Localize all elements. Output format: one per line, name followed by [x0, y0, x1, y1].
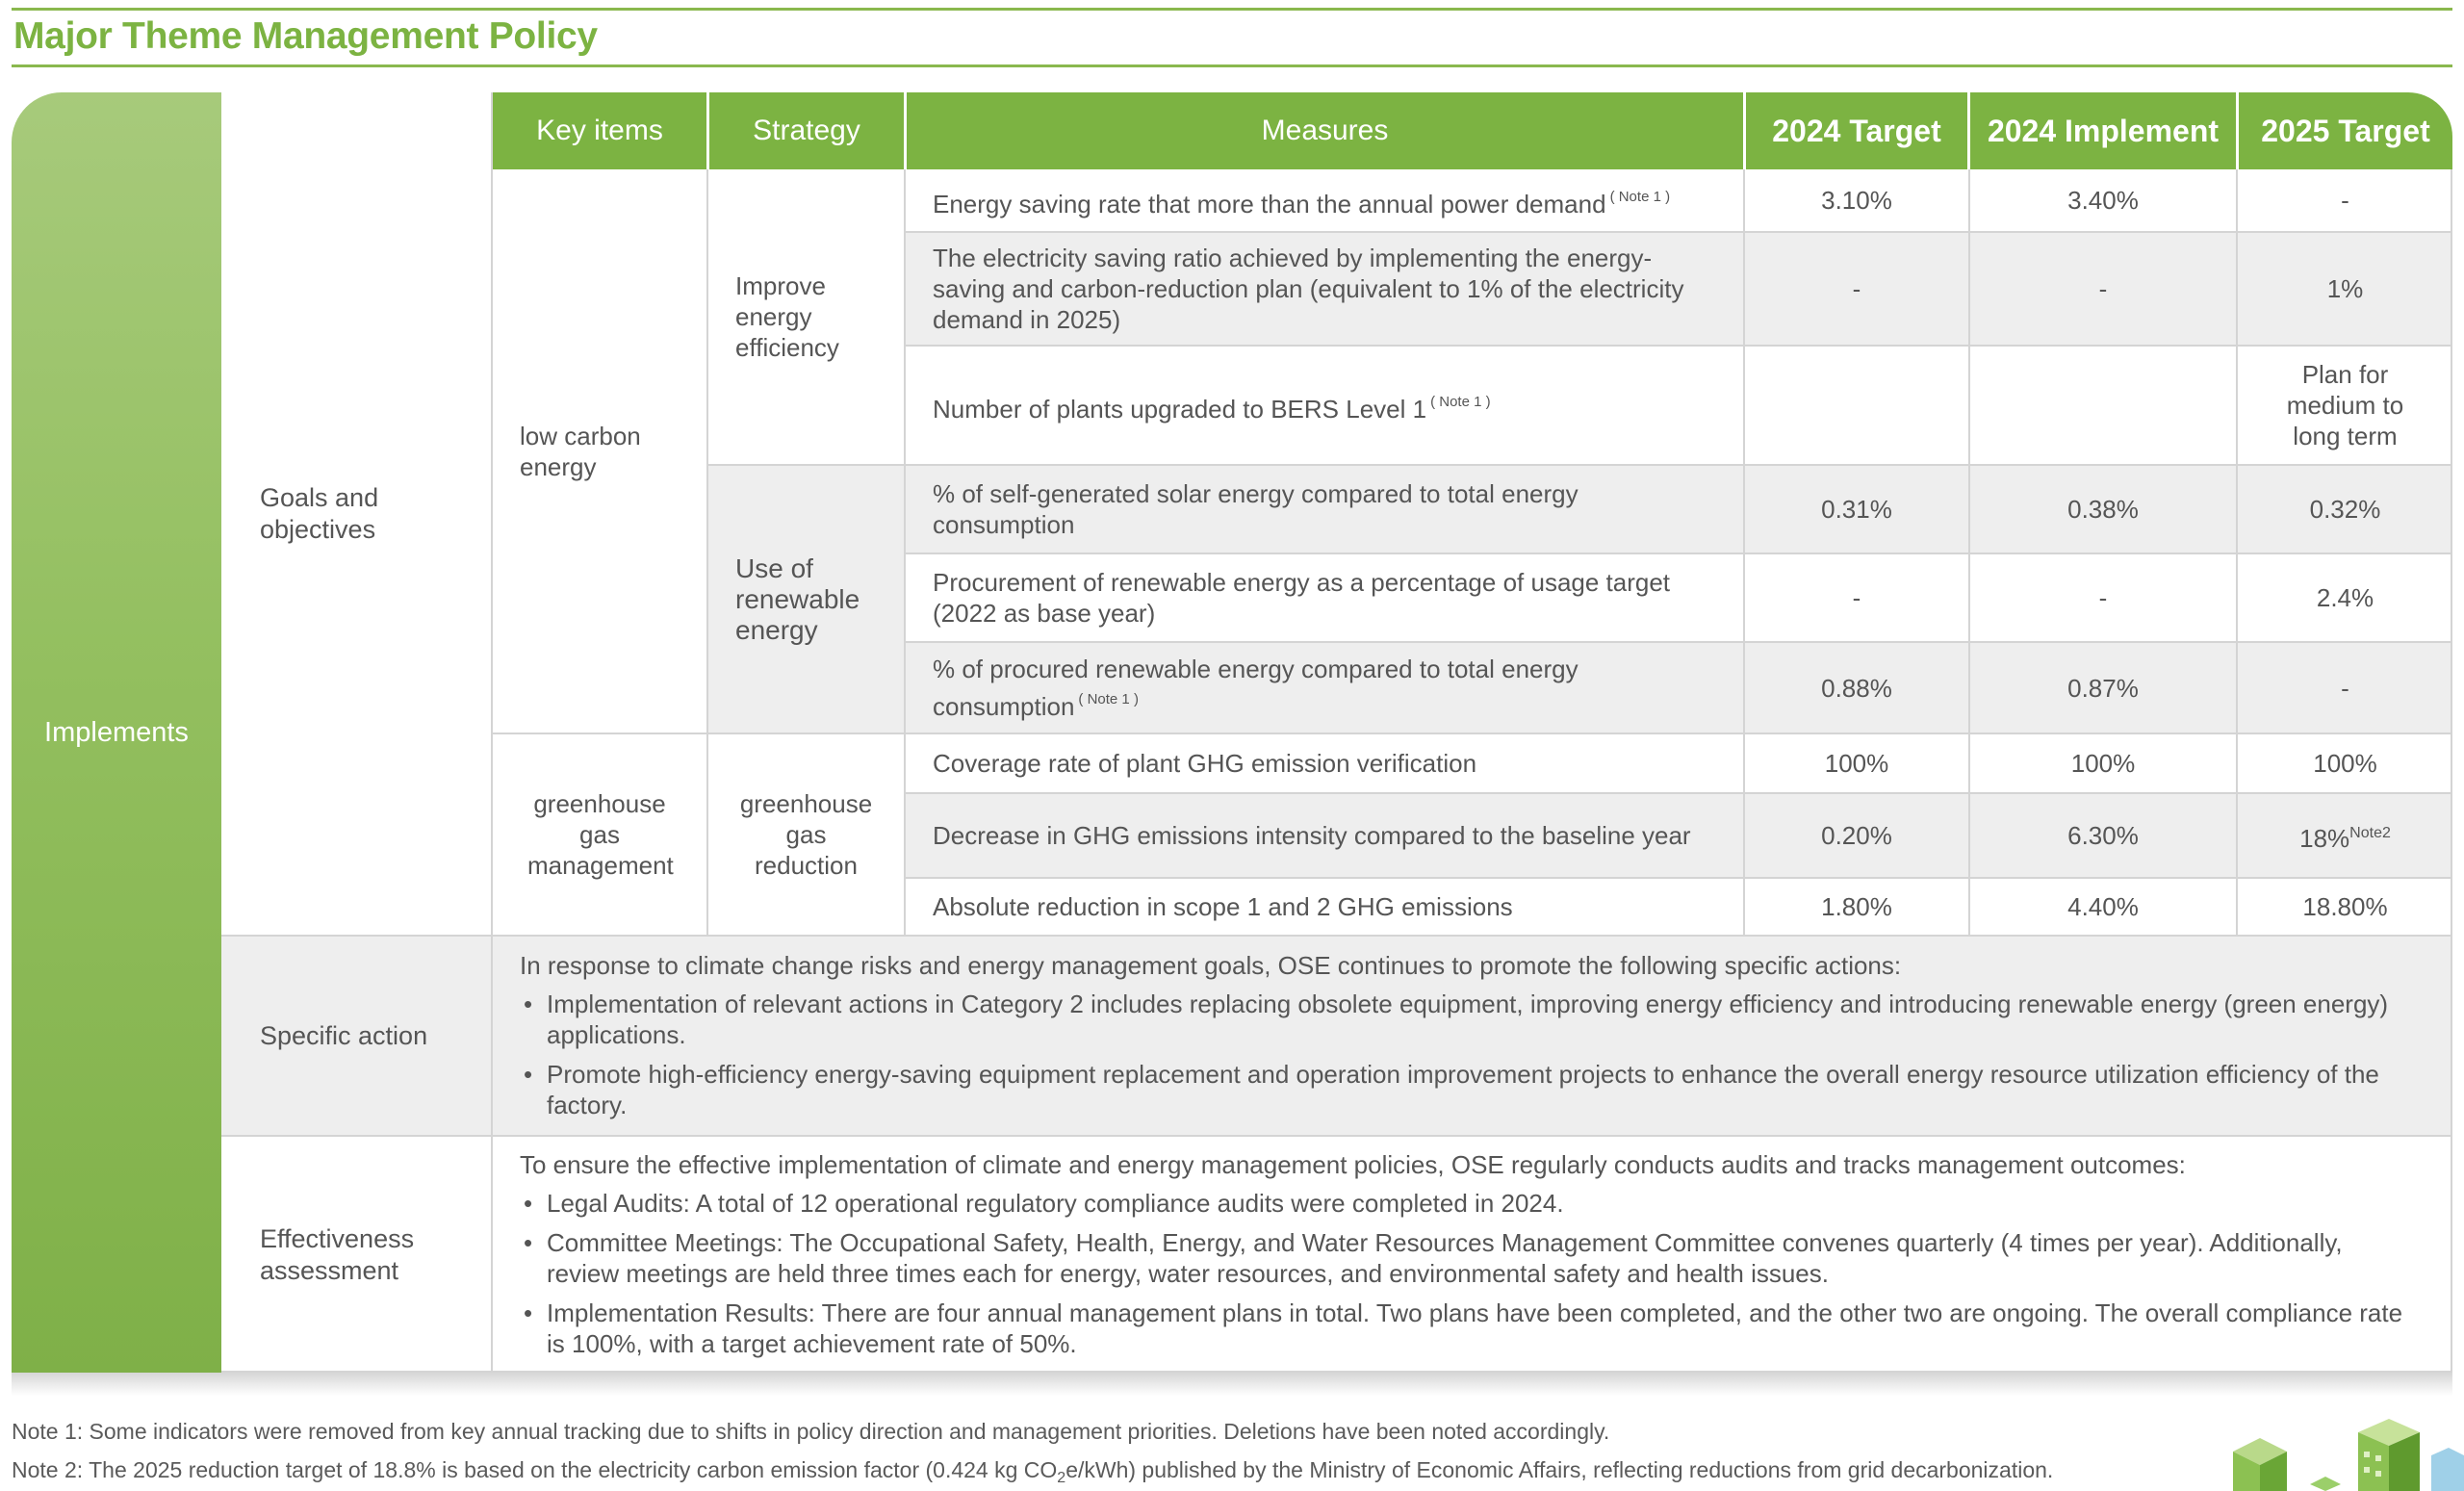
effectiveness-content: [493, 1149, 2451, 1368]
effectiveness-list: [520, 1188, 2412, 1359]
divider: [1743, 169, 1745, 935]
strategy-renewable: [708, 466, 904, 733]
policy-table: [12, 92, 2452, 1373]
title-rule-top: [12, 8, 2452, 11]
section-effectiveness-label: Effectiveness assessment: [260, 1223, 415, 1285]
footnote-1: Note 1: Some indicators were removed from key annual tracking due to shifts in policy direction and management priorities. Deletions have been noted accordingly.: [12, 1419, 1610, 1444]
header-2024-target: 2024 Target: [1772, 113, 1941, 148]
note-mark: ( Note 1 ): [1430, 393, 1491, 410]
specific-action-list: [520, 989, 2412, 1120]
page-title: Major Theme Management Policy: [13, 15, 598, 57]
list-item: • Implementation of relevant actions in Category 2 includes replacing obsolete equipment, improving energy efficiency and introducing renewable energy (green energy) applications.: [520, 989, 2412, 1050]
header-strategy: Strategy: [753, 115, 860, 146]
measure-cell: [906, 734, 1743, 792]
section-goals-label: Goals and objectives: [260, 482, 379, 544]
value-2024-implement: 0.38%: [1970, 466, 2236, 553]
title-rule-bottom: [12, 64, 2452, 67]
value-2024-target: 0.31%: [1745, 466, 1968, 553]
measure-cell: [906, 794, 1743, 877]
value-2024-target: -: [1745, 233, 1968, 345]
value-2024-implement: 0.87%: [1970, 643, 2236, 733]
section-specific-action: [221, 937, 493, 1135]
value-2025-target: 18.80%: [2238, 879, 2452, 935]
note2-mark: Note2: [2349, 824, 2391, 841]
measure-text: Procurement of renewable energy as a percentage of usage target (2022 as base year): [933, 568, 1671, 628]
list-item: • Committee Meetings: The Occupational Safety, Health, Energy, and Water Resources Management Committee convenes quarterly (4 times per year). Additionally, review meetings are held three times each for energy, water resources, and environmental safety and health issues.: [520, 1227, 2412, 1289]
value-2024-implement: 3.40%: [1970, 169, 2236, 231]
value-2025-target: [2238, 347, 2452, 464]
specific-action-content: [493, 950, 2451, 1129]
footnote-2: Note 2: The 2025 reduction target of 18.8% is based on the electricity carbon emission factor (0.424 kg $CO_2e/kWh$) published by the Ministry of Economic Affairs, reflecting reductions from grid decarbonization.: [12, 1457, 2054, 1486]
note-mark: ( Note 1 ): [1609, 188, 1671, 205]
decorative-buildings-icon: [2214, 1413, 2464, 1491]
table-header: [493, 92, 2452, 169]
divider: [2451, 169, 2452, 1373]
header-2025-target: 2025 Target: [2261, 113, 2430, 148]
key-item-ghg-label: greenhouse gas management: [527, 789, 674, 880]
value-2025-target: 100%: [2238, 734, 2452, 792]
section-column: [221, 92, 493, 1373]
key-item-ghg: [493, 734, 706, 935]
strategy-renewable-label: Use of renewable energy: [735, 553, 860, 645]
list-item: • Implementation Results: There are four annual management plans in total. Two plans have been completed, and the other two are ongoing. The overall compliance rate is 100%, with a target achievement rate of 50%.: [520, 1298, 2412, 1359]
list-item: • Legal Audits: A total of 12 operational regulatory compliance audits were completed in 2024.: [520, 1188, 2412, 1219]
measure-text: Number of plants upgraded to BERS Level 1 $^{( Note 1 )}$: [933, 393, 1491, 424]
strategy-ghg-reduction-label: greenhouse gas reduction: [739, 789, 873, 880]
list-item: • Promote high-efficiency energy-saving equipment replacement and operation improvement projects to enhance the overall energy resource utilization efficiency of the factory.: [520, 1059, 2412, 1120]
measure-cell: [906, 233, 1743, 345]
value-2024-target: -: [1745, 554, 1968, 641]
value-2024-implement: -: [1970, 554, 2236, 641]
measure-text: The electricity saving ratio achieved by implementing the energy-saving and carbon-reduction plan (equivalent to 1% of the electricity demand in 2025): [933, 244, 1684, 334]
divider: [493, 1135, 2452, 1137]
specific-action-lead: In response to climate change risks and energy management goals, OSE continues to promote the following specific actions:: [520, 951, 1902, 980]
value-2025-target: -: [2238, 643, 2452, 733]
divider: [2236, 169, 2238, 935]
measure-cell: [906, 554, 1743, 641]
note-mark: ( Note 1 ): [1078, 691, 1139, 707]
measure-cell: [906, 466, 1743, 553]
strategy-ghg-reduction: [708, 734, 904, 935]
measure-text: % of self-generated solar energy compared to total energy consumption: [933, 479, 1578, 539]
value-2025-target: 1%: [2238, 233, 2452, 345]
header-2024-implement: 2024 Implement: [1987, 113, 2220, 148]
section-effectiveness: [221, 1137, 493, 1373]
value-2024-implement: 6.30%: [1970, 794, 2236, 877]
measure-text: Energy saving rate that more than the annual power demand $^{( Note 1 )}$: [933, 188, 1671, 219]
value-2025-target: -: [2238, 169, 2452, 231]
implements-label: Implements: [44, 716, 189, 748]
measure-text: Decrease in GHG emissions intensity compared to the baseline year: [933, 821, 1691, 850]
value-2025-target-text: Plan for medium to long term: [2286, 360, 2404, 450]
value-2024-target: 0.20%: [1745, 794, 1968, 877]
measure-cell: [906, 879, 1743, 935]
header-key-items: Key items: [536, 115, 663, 146]
value-2024-target: 0.88%: [1745, 643, 1968, 733]
measure-cell: [906, 169, 1743, 231]
key-item-low-carbon-label: low carbon energy: [520, 421, 641, 481]
table-shadow: [12, 1373, 2452, 1396]
strategy-efficiency: [708, 169, 904, 464]
strategy-efficiency-label: Improve energy efficiency: [735, 271, 839, 362]
value-2025-target-text: 18%$^{Note2}$: [2299, 823, 2391, 853]
value-2024-implement: [1970, 347, 2236, 464]
header-measures: Measures: [1261, 115, 1389, 146]
measure-text: % of procured renewable energy compared to total energy consumption $^{( Note 1 )}$: [933, 655, 1578, 721]
key-item-low-carbon: [493, 169, 706, 733]
value-2025-target: 0.32%: [2238, 466, 2452, 553]
measure-text: Coverage rate of plant GHG emission verification: [933, 749, 1477, 778]
section-specific-action-label: Specific action: [260, 1020, 428, 1050]
value-2024-target: [1745, 347, 1968, 464]
effectiveness-lead: To ensure the effective implementation of climate and energy management policies, OSE regularly conducts audits and tracks management outcomes:: [520, 1150, 2186, 1179]
value-2024-target: 3.10%: [1745, 169, 1968, 231]
section-goals: [221, 92, 493, 935]
value-2024-implement: -: [1970, 233, 2236, 345]
measure-cell: [906, 643, 1743, 733]
measure-text: Absolute reduction in scope 1 and 2 GHG emissions: [933, 892, 1513, 921]
value-2025-target: [2238, 794, 2452, 877]
implements-column: [12, 92, 221, 1373]
measure-cell: [906, 347, 1743, 464]
divider: [1968, 169, 1970, 935]
value-2024-target: 100%: [1745, 734, 1968, 792]
value-2025-target: 2.4%: [2238, 554, 2452, 641]
value-2024-target: 1.80%: [1745, 879, 1968, 935]
value-2024-implement: 4.40%: [1970, 879, 2236, 935]
value-2024-implement: 100%: [1970, 734, 2236, 792]
